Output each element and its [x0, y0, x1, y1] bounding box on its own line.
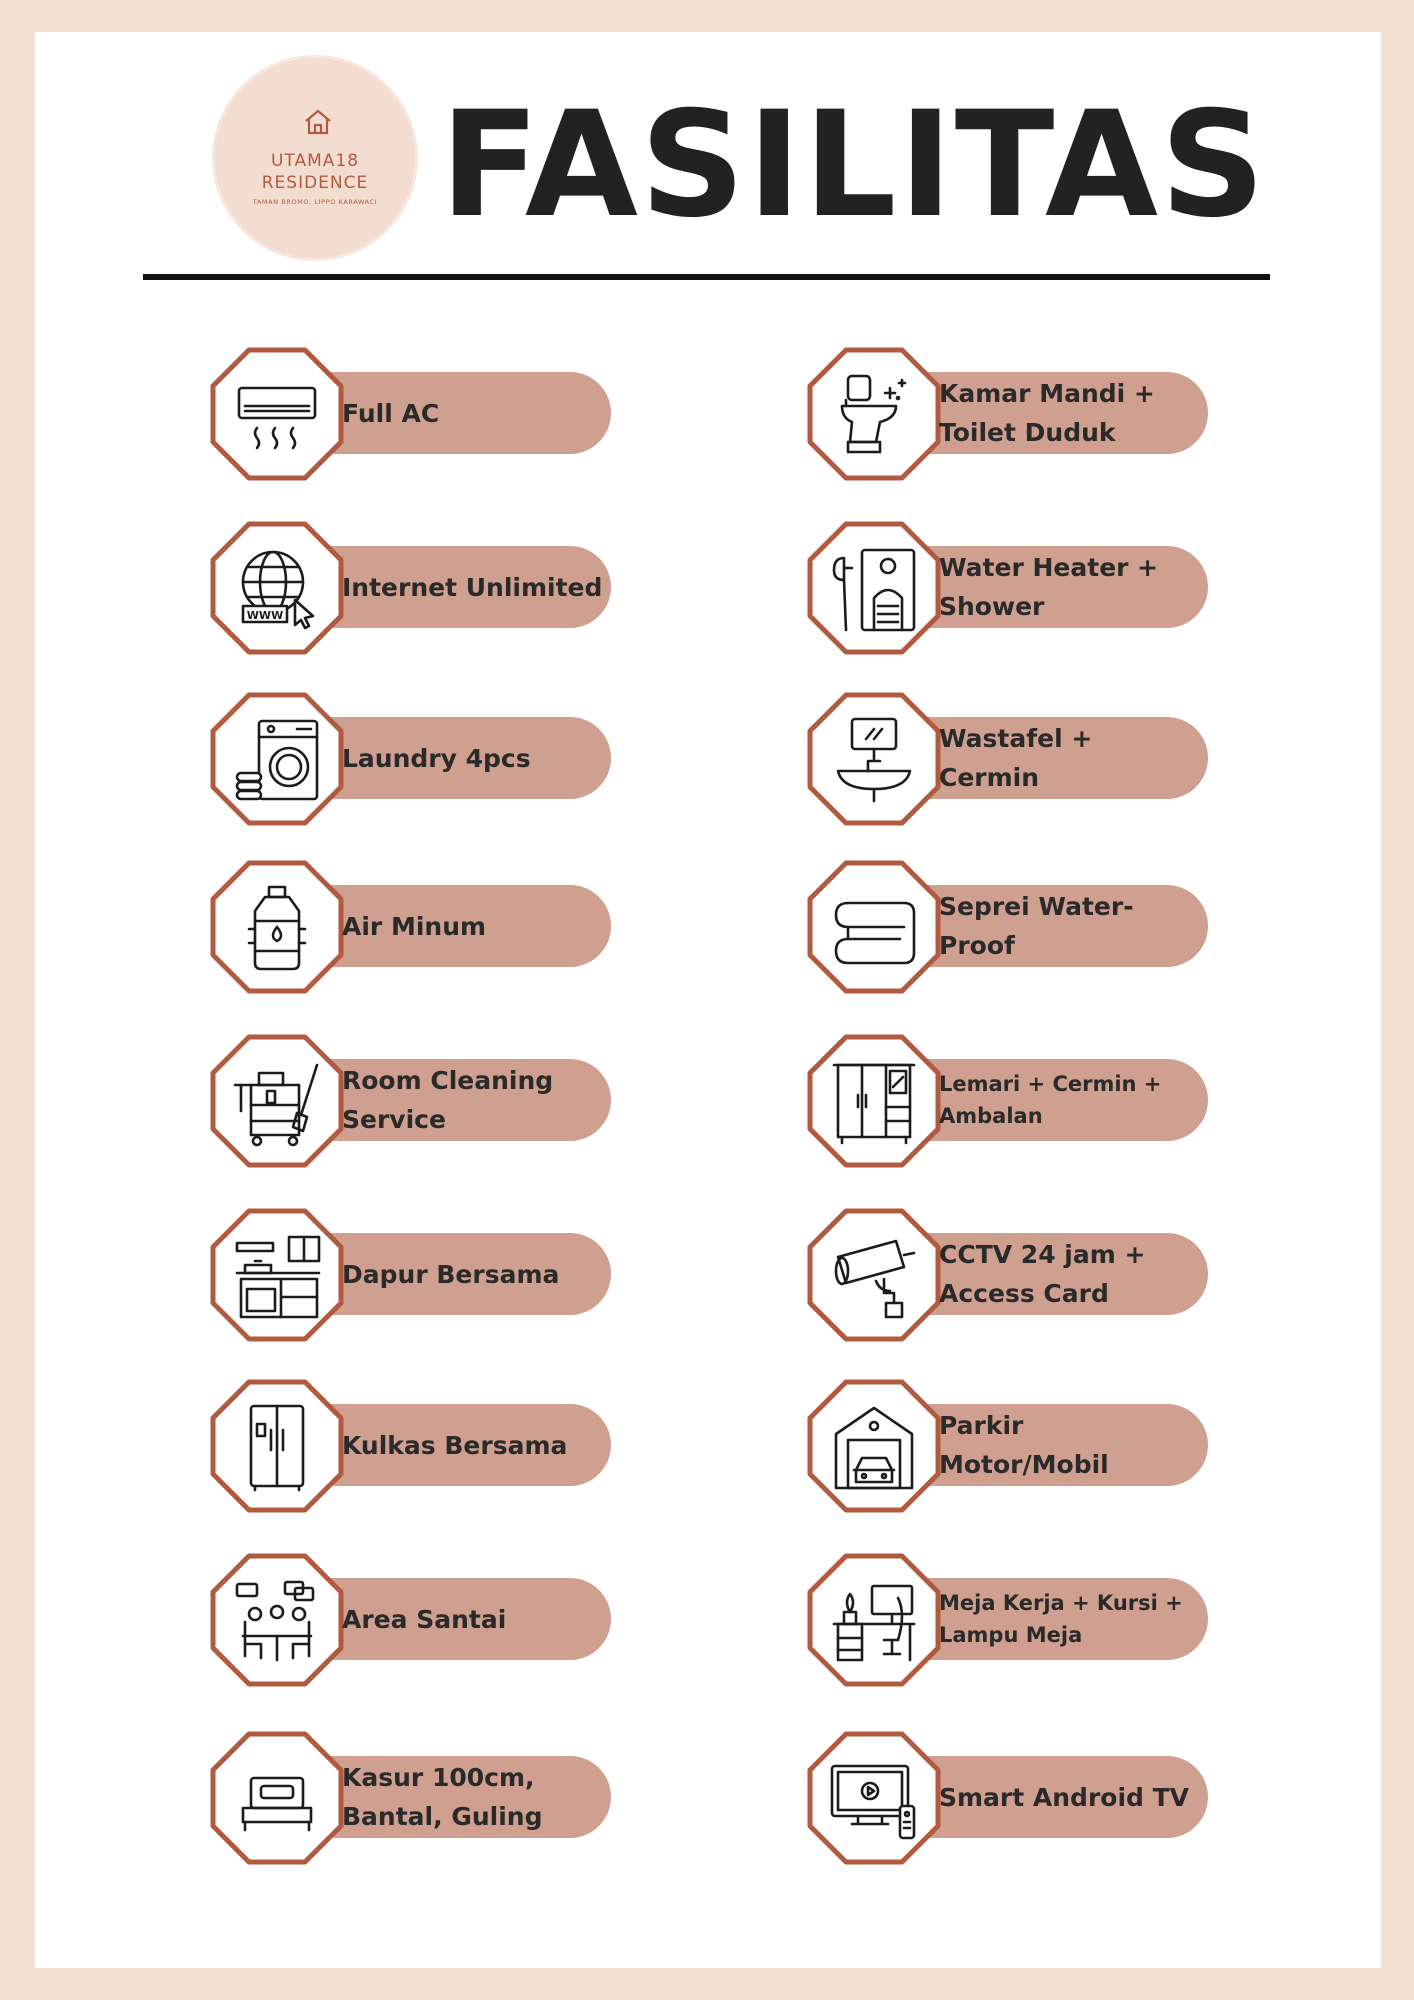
facility-item — [209, 1730, 629, 1866]
facility-icon-frame — [806, 346, 942, 482]
facility-item — [209, 520, 629, 656]
lounge-people-icon — [231, 1574, 323, 1666]
facility-label: Meja Kerja + Kursi + Lampu Meja — [939, 1591, 1183, 1647]
facility-icon-frame — [209, 1033, 345, 1169]
facility-item — [209, 346, 629, 482]
facility-item — [806, 691, 1226, 827]
water-heater-icon — [828, 542, 920, 634]
facility-label: Dapur Bersama — [342, 1259, 560, 1289]
water-gallon-icon — [231, 881, 323, 973]
facility-icon-frame — [209, 1207, 345, 1343]
facility-item — [209, 1207, 629, 1343]
facility-icon-frame — [806, 1207, 942, 1343]
logo-subtitle: TAMAN BROMO, LIPPO KARAWACI — [252, 198, 378, 206]
facility-label: Kulkas Bersama — [342, 1430, 568, 1460]
facility-icon-frame — [209, 691, 345, 827]
svg-text:WWW: WWW — [246, 609, 284, 622]
facility-item — [209, 691, 629, 827]
bed-icon — [231, 1752, 323, 1844]
title-divider — [143, 274, 1270, 280]
kitchen-icon — [231, 1229, 323, 1321]
facility-icon-frame — [806, 691, 942, 827]
toilet-icon — [828, 368, 920, 460]
facility-label: Air Minum — [342, 911, 487, 941]
facility-label: Kasur 100cm, Bantal, Guling — [342, 1763, 543, 1831]
facility-item — [209, 859, 629, 995]
facility-label: Laundry 4pcs — [342, 743, 531, 773]
globe-www-icon — [231, 542, 323, 634]
residence-logo — [212, 55, 418, 261]
folded-sheet-icon — [828, 881, 920, 973]
facility-item — [806, 1207, 1226, 1343]
cleaning-cart-icon — [231, 1055, 323, 1147]
facility-icon-frame — [209, 859, 345, 995]
facility-label: Wastafel + Cermin — [939, 724, 1093, 792]
smart-tv-icon — [828, 1752, 920, 1844]
facility-label: Full AC — [342, 398, 440, 428]
facility-icon-frame — [806, 859, 942, 995]
facility-icon-frame — [806, 1033, 942, 1169]
facility-label: Seprei Water- Proof — [939, 892, 1134, 960]
logo-line-2: RESIDENCE — [261, 173, 369, 193]
facility-label: Lemari + Cermin + Ambalan — [939, 1072, 1162, 1128]
wardrobe-icon — [828, 1055, 920, 1147]
facility-item — [209, 1552, 629, 1688]
air-conditioner-icon — [231, 368, 323, 460]
facility-icon-frame — [209, 346, 345, 482]
page-title: FASILITAS — [440, 80, 1268, 250]
facility-label: Parkir Motor/Mobil — [939, 1411, 1109, 1479]
washing-machine-icon — [231, 713, 323, 805]
facility-icon-frame — [209, 1552, 345, 1688]
facility-item — [806, 1033, 1226, 1169]
facility-label: Kamar Mandi + Toilet Duduk — [939, 379, 1155, 447]
facility-item — [209, 1033, 629, 1169]
sink-mirror-icon — [828, 713, 920, 805]
facility-icon-frame — [806, 520, 942, 656]
facility-icon-frame — [209, 1378, 345, 1514]
garage-car-icon — [828, 1400, 920, 1492]
facility-label: Room Cleaning Service — [342, 1066, 554, 1134]
refrigerator-icon — [231, 1400, 323, 1492]
facility-item — [806, 859, 1226, 995]
logo-line-1: UTAMA18 — [270, 151, 360, 171]
facility-icon-frame — [806, 1378, 942, 1514]
facility-icon-frame — [806, 1552, 942, 1688]
facility-item — [806, 1552, 1226, 1688]
facility-icon-frame — [209, 520, 345, 656]
facility-label: Water Heater + Shower — [939, 553, 1159, 621]
facility-icon-frame — [209, 1730, 345, 1866]
house-icon — [303, 108, 333, 140]
desk-icon — [828, 1574, 920, 1666]
facility-item — [209, 1378, 629, 1514]
cctv-icon — [828, 1229, 920, 1321]
facility-label: Internet Unlimited — [342, 572, 603, 602]
facility-icon-frame — [806, 1730, 942, 1866]
facility-label: CCTV 24 jam + Access Card — [939, 1240, 1146, 1308]
facility-item — [806, 1730, 1226, 1866]
facility-label: Smart Android TV — [939, 1782, 1190, 1812]
facility-label: Area Santai — [342, 1604, 507, 1634]
facility-item — [806, 520, 1226, 656]
facility-item — [806, 1378, 1226, 1514]
facility-item — [806, 346, 1226, 482]
